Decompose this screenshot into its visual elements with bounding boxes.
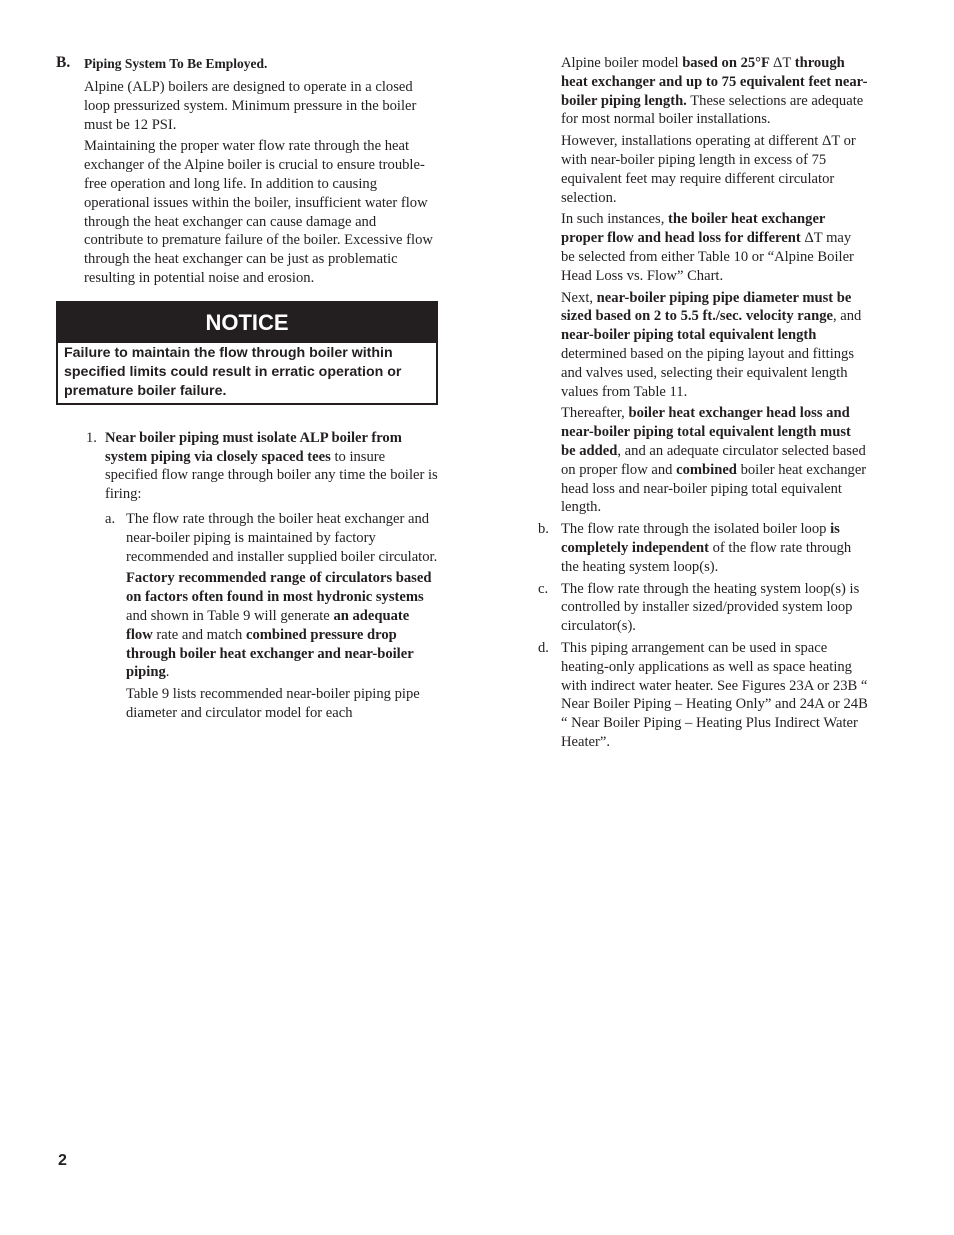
sub-item-c (538, 580, 868, 636)
sub-item-c-letter: c. (538, 580, 549, 597)
sub-c-text: The flow rate through the heating system loop(s) is controlled by installer sized/provided system loop circulator(s). (561, 580, 860, 635)
sub-item-a-letter: a. (105, 510, 116, 527)
section-para-2: Maintaining the proper water flow rate through the heat exchanger of the Alpine boiler is crucial to ensure trouble-free operation and long life. In addition to causing operational issues within the boiler, insufficient water flow through the heat exchanger can cause damage and contribute to premature failure of the boiler. Excessive flow through the heat exchanger can be just as problematic resulting in potential noise and erosion. (84, 138, 433, 286)
section-header (56, 54, 438, 74)
sub-a-para-2: Factory recommended range of circulators based on factors often found in most hydronic systems and shown in Table 9 will generate an adequate flow rate and match combined pressure drop through boiler heat exchanger and near-boiler piping. (126, 570, 432, 681)
sub-item-d (538, 639, 868, 752)
sub-a-para-6: Next, near-boiler piping pipe diameter must be sized based on 2 to 5.5 ft./sec. velocity range, and near-boiler piping total equivalent length determined based on the piping layout and fittings and valves used, selecting their equivalent length values from Table 11. (561, 289, 862, 400)
notice-body: Failure to maintain the flow through boiler within specified limits could result in erratic operation or premature boiler failure. (64, 344, 402, 399)
section-para-1: Alpine (ALP) boilers are designed to operate in a closed loop pressurized system. Minimum pressure in the boiler must be 12 PSI. (84, 79, 417, 133)
sub-a-para-1: The flow rate through the boiler heat exchanger and near-boiler piping is maintained by factory recommended and installer supplied boiler circulator. (126, 510, 438, 565)
sub-b-text: The flow rate through the isolated boiler loop is completely independent of the flow rate through the heating system loop(s). (561, 521, 852, 575)
item-1-bold-lead: Near boiler piping must isolate ALP boiler from system piping via closely spaced tees (105, 429, 402, 465)
notice-heading: NOTICE (58, 303, 436, 343)
item-1-text: to insure specified flow range through boiler any time the boiler is firing: (105, 448, 438, 503)
sub-item-b-letter: b. (538, 521, 549, 538)
sub-a-para-7: Thereafter, boiler heat exchanger head loss and near-boiler piping total equivalent length must be added, and an adequate circulator selected based on proper flow and combined boiler heat exchanger head loss and near-boiler piping total equivalent length. (561, 405, 867, 516)
sub-a-para-5: In such instances, the boiler heat exchanger proper flow and head loss for different ΔT may be selected from either Table 10 or “Alpine Boiler Head Loss vs. Flow” Chart. (561, 211, 854, 284)
sub-a-para-3-cont: Alpine boiler model based on 25°F ΔT through heat exchanger and up to 75 equivalent feet near-boiler piping length. These selections are adequate for most normal boiler installations. (561, 55, 868, 128)
list-item-1-number: 1. (86, 429, 97, 446)
notice-box (56, 301, 438, 405)
sub-a-para-4: However, installations operating at different ΔT or with near-boiler piping length in excess of 75 equivalent feet may require different circulator selection. (561, 133, 856, 206)
sub-item-a (105, 510, 438, 723)
page-number: 2 (58, 1152, 67, 1169)
list-item-1 (56, 429, 438, 723)
sub-item-b (538, 520, 868, 576)
sub-item-d-letter: d. (538, 639, 549, 656)
sub-a-para-3-start: Table 9 lists recommended near-boiler piping pipe diameter and circulator model for each (126, 686, 420, 721)
section-title: Piping System To Be Employed. (84, 56, 268, 71)
left-column (56, 54, 438, 726)
sub-d-text: This piping arrangement can be used in space heating-only applications as well as space heating with indirect water heater. See Figures 23A or 23B “ Near Boiler Piping – Heating Only” and 24A or 24B “ Near Boiler Piping – Heating Plus Indirect Water Heater”. (561, 639, 868, 750)
section-letter: B. (56, 54, 71, 71)
right-column (538, 54, 868, 755)
